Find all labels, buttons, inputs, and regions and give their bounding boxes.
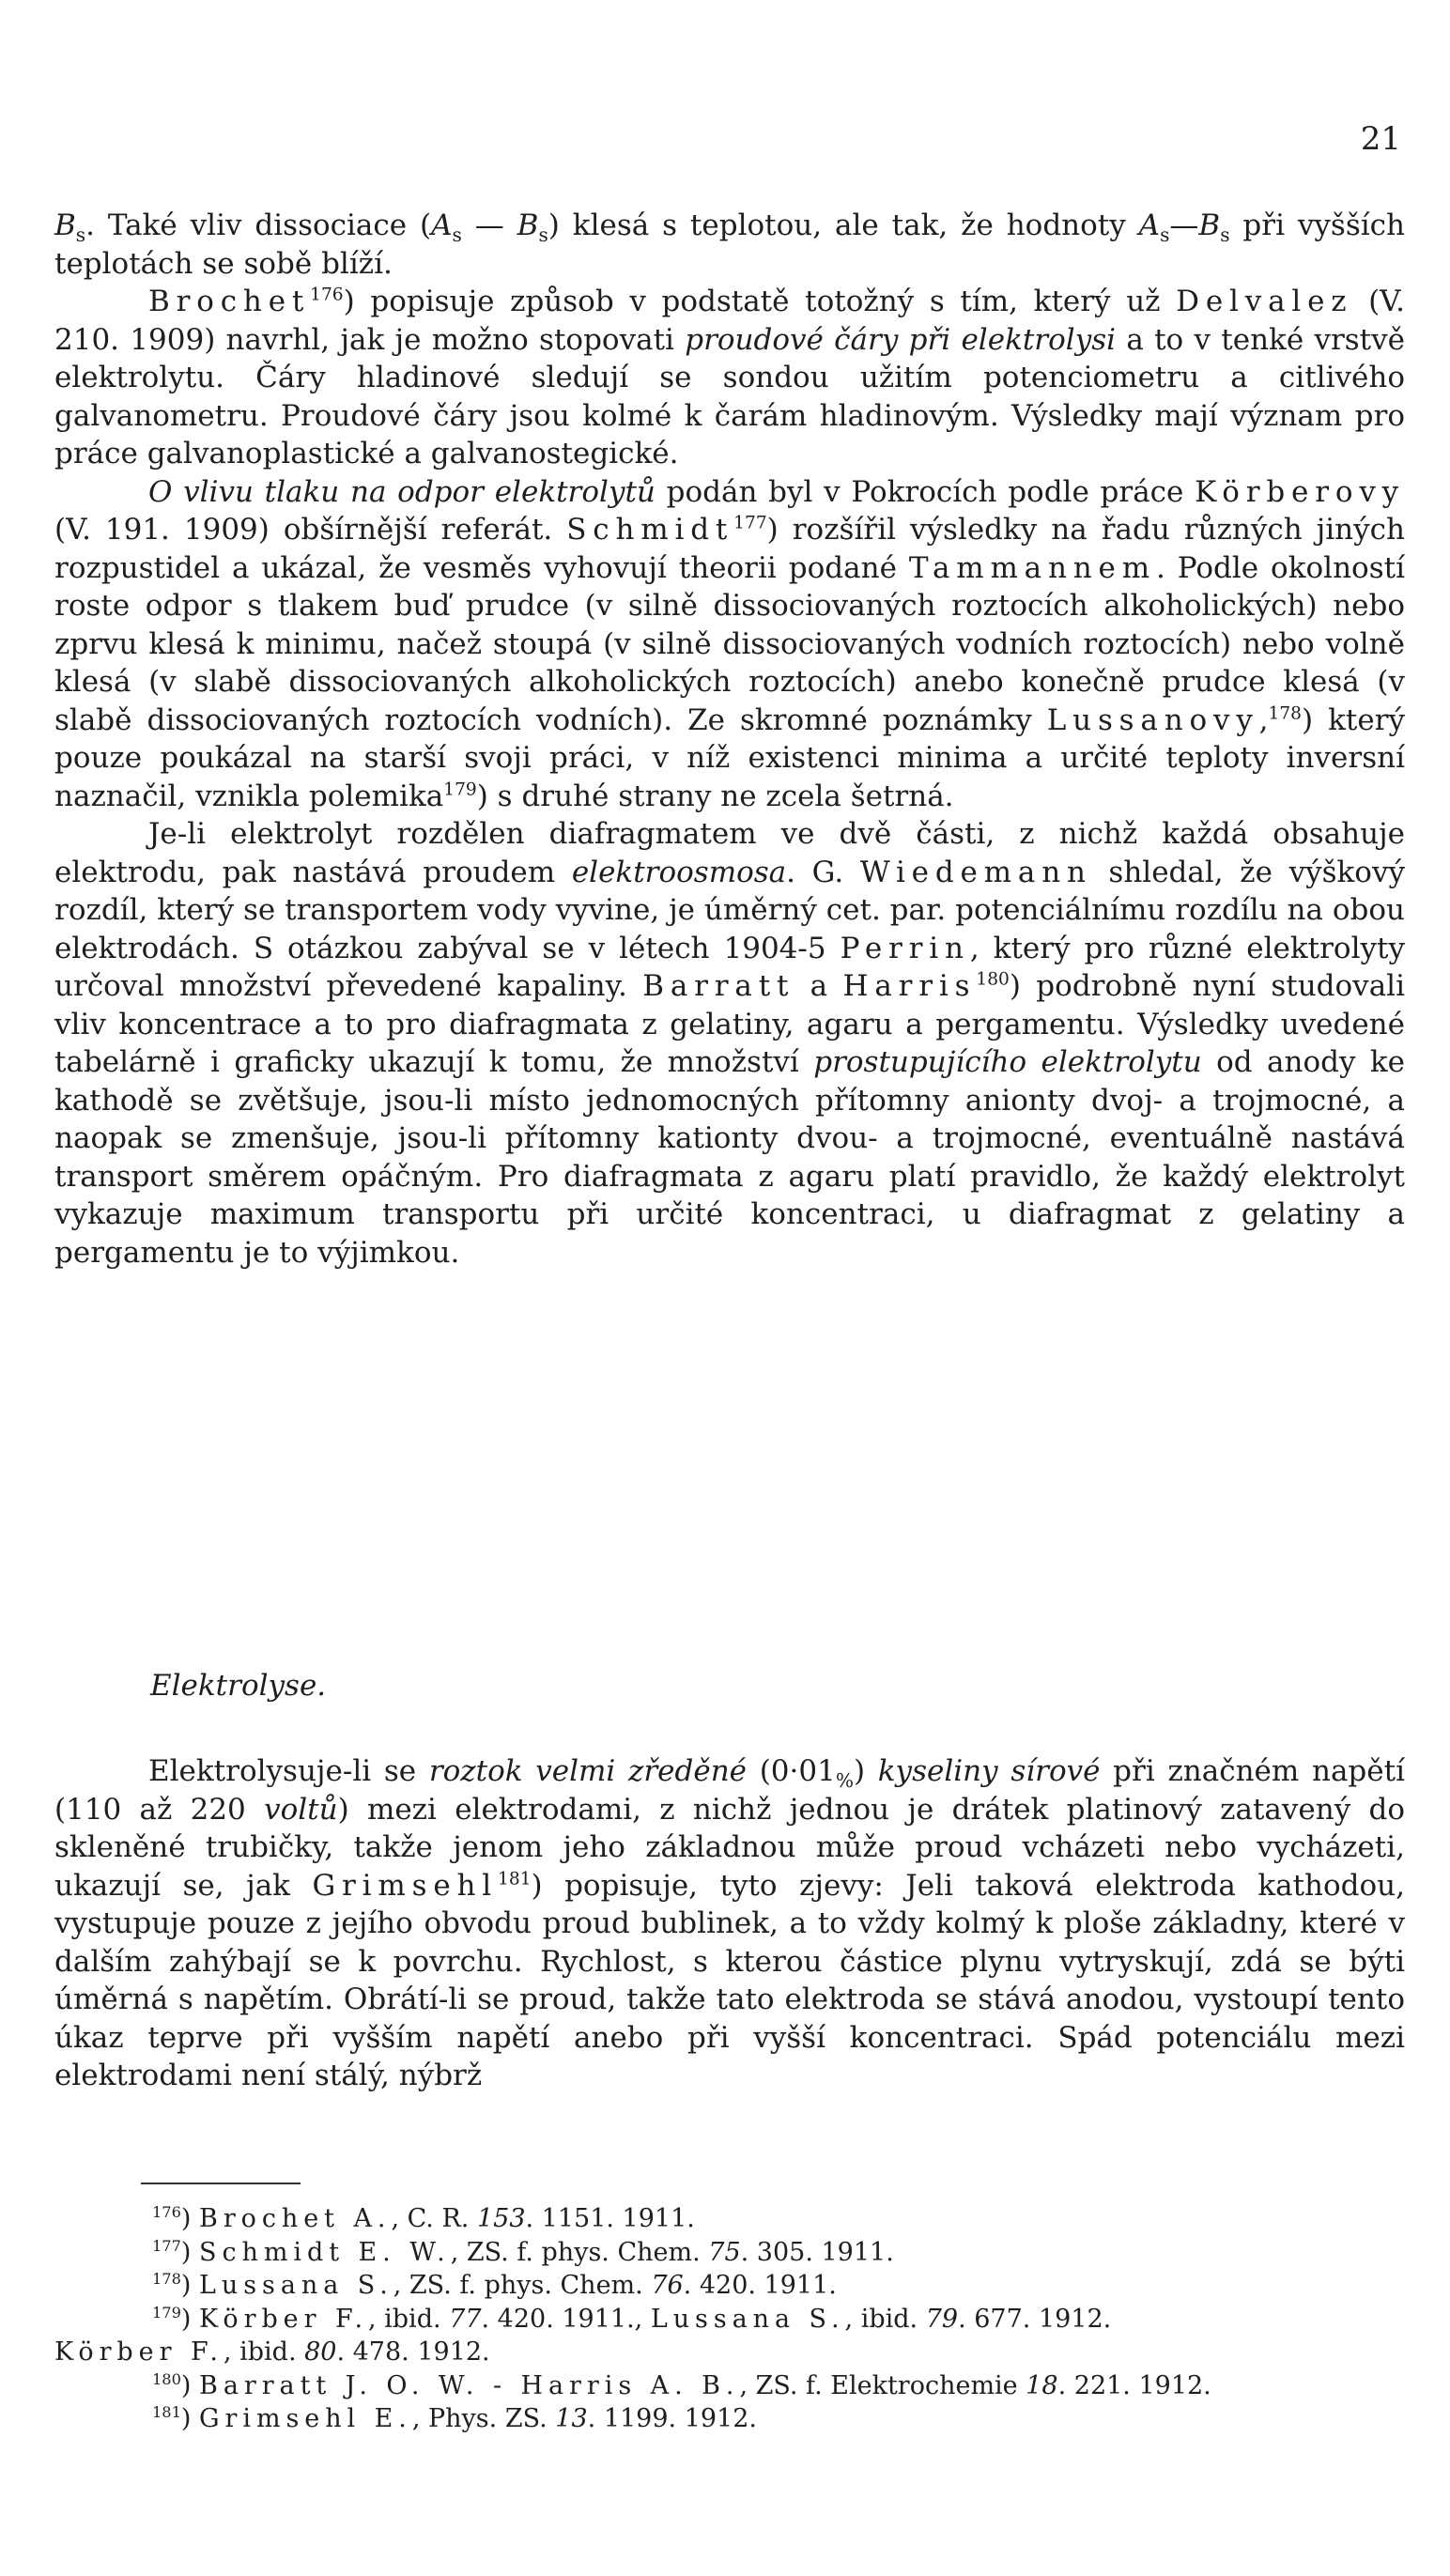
footnote-179: $^{179}$) Körber F., ibid. 77. 420. 1911., Lussana S., ibid. 79. 677. 1912. — [152, 2303, 1112, 2334]
footnote-ref: 177 — [733, 513, 767, 533]
author-name: Delvalez — [1176, 285, 1353, 318]
footnote-179-continued: Körber F., ibid. 80. 478. 1912. — [54, 2337, 490, 2367]
footnote-180: $^{180}$) Barratt J. O. W. - Harris A. B., ZS. f. Elektrochemie 18. 221. 1912. — [152, 2369, 1211, 2400]
author-name: Harris — [842, 969, 977, 1003]
author-name: Tammannem — [908, 550, 1156, 585]
footnote-177: $^{177}$) Schmidt E. W., ZS. f. phys. Chem. 75. 305. 1911. — [152, 2236, 894, 2267]
body-text-top — [54, 207, 1405, 1272]
footnote-ref: 179 — [443, 779, 477, 800]
body-text-bottom — [54, 1723, 1405, 2124]
footnote-178: $^{178}$) Lussana S., ZS. f. phys. Chem. 76. 420. 1911. — [152, 2270, 837, 2300]
footnote-divider — [141, 2183, 301, 2184]
paragraph-3: O vlivu tlaku na odpor elektrolytů podán byl v Pokrocích podle práce Körberovy (V. 191. 1909) obšírnější referát. Schmidt$^{177}$) rozšířil výsledky na řadu různých jiných rozpustidel a ukázal, že vesměs vyhovují theorii podané Tammannem. Podle okolností roste odpor s tlakem buď prudce (v silně dissociovaných roztocích alkoholických) nebo zprvu klesá k minimu, načež stoupá (v silně dissociovaných vodních roztocích) nebo volně klesá (v slabě dissociovaných alkoholických roztocích) anebo konečně prudce klesá (v slabě dissociovaných roztocích vodních). Ze skromné poznámky Lussanovy,$^{178}$) který pouze poukázal na starší svoji práci, v níž existenci minima a určité teploty inversní naznačil, vznikla polemika$^{179}$) s druhé strany ne zcela šetrná. — [54, 474, 1406, 813]
paragraph-4: Je-li elektrolyt rozdělen diafragmatem ve dvě části, z nichž každá obsahuje elektrodu, pak nastává proudem elektroosmosa. G. Wiedemann shledal, že výškový rozdíl, který se transportem vody vyvine, je úměrný cet. par. potenciálnímu rozdílu na obou elektrodách. S otázkou zabýval se v létech 1904-5 Perrin, který pro různé elektrolyty určoval množství převedené kapaliny. Barratt a Harris$^{180}$) podrobně nyní studovali vliv koncentrace a to pro diafragmata z gelatiny, agaru a pergamentu. Výsledky uvedené tabelárně i graficky ukazují k tomu, že množství prostupujícího elektrolytu od anody ke kathodě se zvětšuje, jsou-li místo jednomocných přítomny anionty dvoj- a trojmocné, a naopak se zmenšuje, jsou-li přítomny kationty dvou- a trojmocné, eventuálně nastává transport směrem opáčným. Pro diafragmata z agaru platí pravidlo, že každý elektrolyt vykazuje maximum transportu při určité koncentraci, u diafragmat z gelatiny a pergamentu je to výjimkou. — [54, 817, 1406, 1270]
author-name: Körberovy — [1195, 474, 1405, 509]
author-name: Wiedemann — [859, 855, 1092, 889]
footnote-176: $^{176}$) Brochet A., C. R. 153. 1151. 1911. — [152, 2203, 695, 2233]
footnote-181: $^{181}$) Grimsehl E., Phys. ZS. 13. 1199. 1912. — [152, 2403, 757, 2433]
author-name: Perrin — [840, 931, 970, 965]
paragraph-1: $B_s$. Také vliv dissociace ($A_s$ — $B_s$) klesá s teplotou, ale tak, že hodnoty $A_s—B_s$ při vyšších teplotách se sobě blíží. — [54, 208, 1405, 281]
author-name: Schmidt — [566, 513, 734, 547]
footnote-ref: 180 — [976, 969, 1010, 990]
author-name: Lussanovy — [1046, 702, 1259, 737]
footnote-ref: 176 — [310, 285, 344, 305]
section-heading: Elektrolyse. — [150, 1669, 327, 1703]
footnote-ref: 178 — [1268, 703, 1303, 724]
paragraph-2: Brochet$^{176}$) popisuje způsob v podstatě totožný s tím, který už Delvalez (V. 210. 1909) navrhl, jak je možno stopovati proudové čáry při elektrolysi a to v tenké vrstvě elektrolytu. Čáry hladinové sledují se sondou užitím potenciometru a citlivého galvanometru. Proudové čáry jsou kolmé k čarám hladinovým. Výsledky mají význam pro práce galvanoplastické a galvanostegické. — [54, 285, 1405, 470]
page-number: 21 — [1360, 120, 1401, 158]
footnotes — [54, 2202, 1407, 2436]
footnote-ref: 181 — [498, 1869, 532, 1890]
author-name: Brochet — [148, 285, 311, 318]
paragraph-5: Elektrolysuje-li se roztok velmi zředěné $(0\cdot 01_{\%})$ kyseliny sírové při značném napětí (110 až 220 voltů) mezi elektrodami, z nichž jednou je drátek platinový zatavený do skleněné trubičky, takže jenom jeho základnou může proud vcházeti nebo vycházeti, ukazují se, jak Grimsehl$^{181}$) popisuje, tyto zjevy: Jeli taková elektroda kathodou, vystupuje pouze z jejího obvodu proud bublinek, a to vždy kolmý k ploše základny, které v dalším zahýbají se k povrchu. Rychlost, s kterou částice plynu vytryskují, zdá se býti úměrná s napětím. Obrátí-li se proud, takže tato elektroda se stává anodou, vystoupí tento úkaz teprve při vyšším napětí anebo při vyšší koncentraci. Spád potenciálu mezi elektrodami není stálý, nýbrž — [54, 1754, 1405, 2092]
author-name: Grimsehl — [312, 1868, 499, 1903]
author-name: Barratt — [642, 969, 795, 1003]
